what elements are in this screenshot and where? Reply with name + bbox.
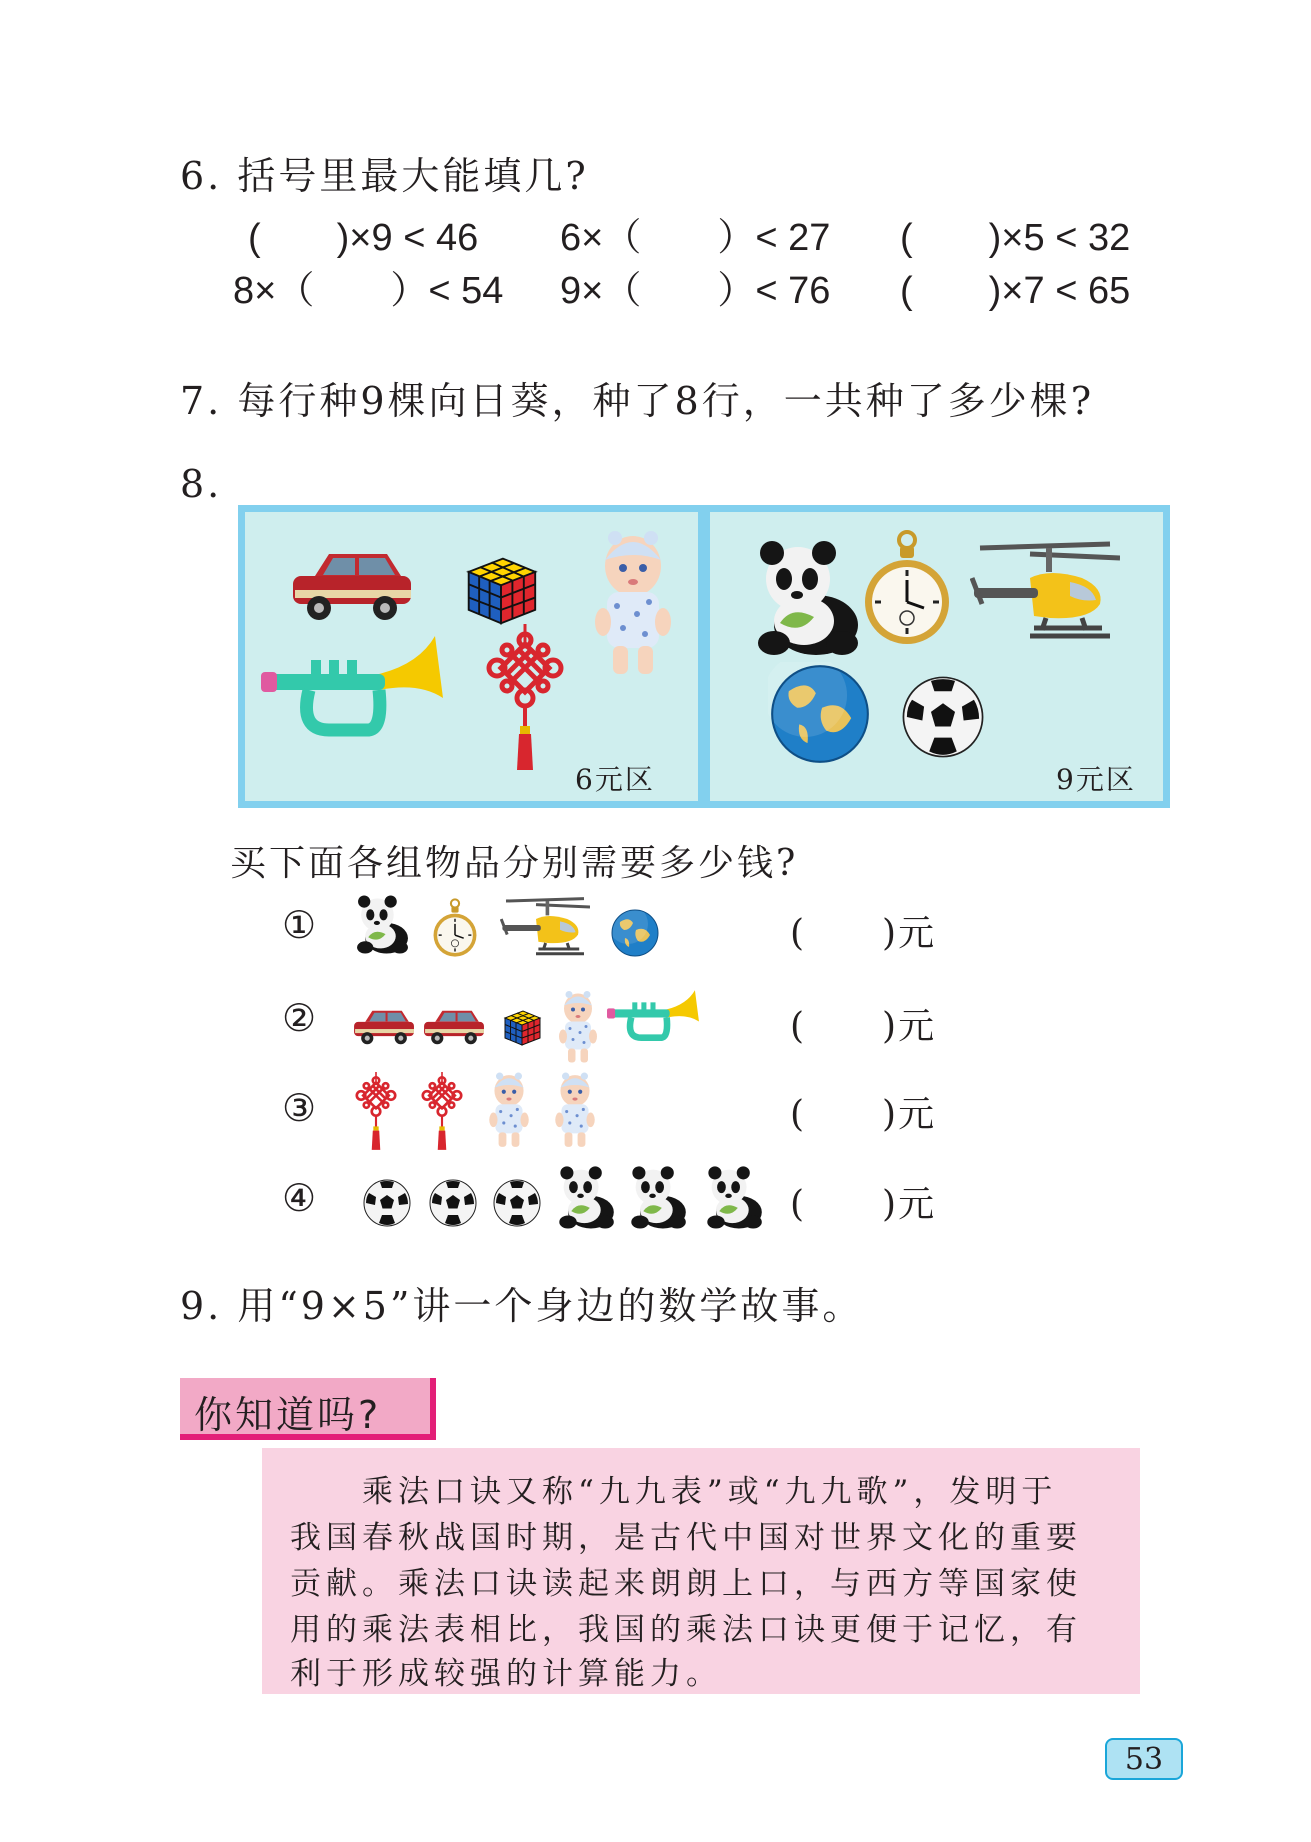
group-2-marker: ②	[282, 996, 317, 1040]
pocket-watch-icon	[432, 898, 478, 960]
did-you-know-box	[262, 1448, 1140, 1694]
rubik-cube-icon	[502, 1006, 542, 1048]
did-you-know-tab	[180, 1378, 436, 1440]
globe-icon	[610, 908, 660, 958]
page-number-badge	[1105, 1738, 1183, 1780]
panda-toy-icon	[354, 893, 410, 957]
panda-toy-image	[752, 534, 862, 664]
page-number: 53	[1124, 1742, 1164, 1777]
toy-car-icon	[350, 1006, 416, 1048]
chinese-knot-icon	[354, 1072, 398, 1152]
did-you-know-line-3: 贡献。乘法口诀读起来朗朗上口，与西方等国家使	[290, 1566, 1082, 1602]
group-3-answer: ( )元	[790, 1094, 937, 1135]
did-you-know-line-1: 乘法口诀又称“九九表”或“九九歌”，发明于	[362, 1474, 1058, 1510]
q8-prompt: 买下面各组物品分别需要多少钱?	[230, 843, 799, 884]
baby-doll-icon	[488, 1072, 530, 1150]
zone-label-6-yuan: 6元区	[575, 763, 655, 796]
q7-title: 7. 每行种9棵向日葵，种了8行，一共种了多少棵?	[180, 379, 1095, 423]
panda-toy-icon	[556, 1164, 616, 1232]
toy-car-image	[285, 546, 415, 626]
soccer-ball-icon	[428, 1178, 478, 1228]
q6-expression-4: 8×（ ）< 54	[233, 270, 504, 312]
did-you-know-line-4: 用的乘法表相比，我国的乘法口诀更便于记忆，有	[290, 1612, 1082, 1648]
q8-number: 8.	[180, 462, 223, 506]
did-you-know-line-5: 利于形成较强的计算能力。	[290, 1656, 722, 1692]
q6-title: 6. 括号里最大能填几?	[180, 154, 589, 198]
toy-helicopter-icon	[500, 895, 590, 973]
soccer-ball-icon	[492, 1178, 542, 1228]
soccer-ball-icon	[362, 1178, 412, 1228]
group-1-answer: ( )元	[790, 913, 937, 954]
group-2-answer: ( )元	[790, 1006, 937, 1047]
baby-doll-icon	[554, 1072, 596, 1150]
price-zone-9-yuan	[703, 505, 1170, 808]
globe-image	[768, 662, 872, 766]
q6-expression-5: 9×（ ）< 76	[560, 270, 831, 312]
zone-label-9-yuan: 9元区	[1056, 763, 1136, 796]
panda-toy-icon	[628, 1164, 688, 1232]
price-zone-6-yuan	[238, 505, 705, 808]
baby-doll-image	[593, 530, 673, 680]
panda-toy-icon	[704, 1164, 764, 1232]
rubik-cube-image	[463, 548, 539, 630]
q6-expression-6: ( )×7 < 65	[900, 270, 1131, 312]
toy-helicopter-image	[970, 538, 1120, 668]
q6-expression-3: ( )×5 < 32	[900, 217, 1131, 259]
chinese-knot-icon	[420, 1072, 464, 1152]
group-1-marker: ①	[282, 903, 317, 947]
toy-car-icon	[420, 1006, 486, 1048]
toy-trumpet-icon	[606, 988, 702, 1046]
chinese-knot-image	[485, 624, 565, 774]
q6-expression-1: ( )×9 < 46	[248, 217, 479, 259]
q9-title: 9. 用“9×5”讲一个身边的数学故事。	[180, 1284, 864, 1328]
baby-doll-icon	[558, 990, 598, 1066]
pocket-watch-image	[862, 530, 952, 650]
toy-trumpet-image	[259, 634, 449, 744]
soccer-ball-image	[900, 674, 986, 760]
group-4-answer: ( )元	[790, 1184, 937, 1225]
group-4-marker: ④	[282, 1176, 317, 1220]
q6-expression-2: 6×（ ）< 27	[560, 217, 831, 259]
group-3-marker: ③	[282, 1086, 317, 1130]
did-you-know-title: 你知道吗?	[194, 1393, 382, 1437]
did-you-know-line-2: 我国春秋战国时期，是古代中国对世界文化的重要	[290, 1520, 1082, 1556]
